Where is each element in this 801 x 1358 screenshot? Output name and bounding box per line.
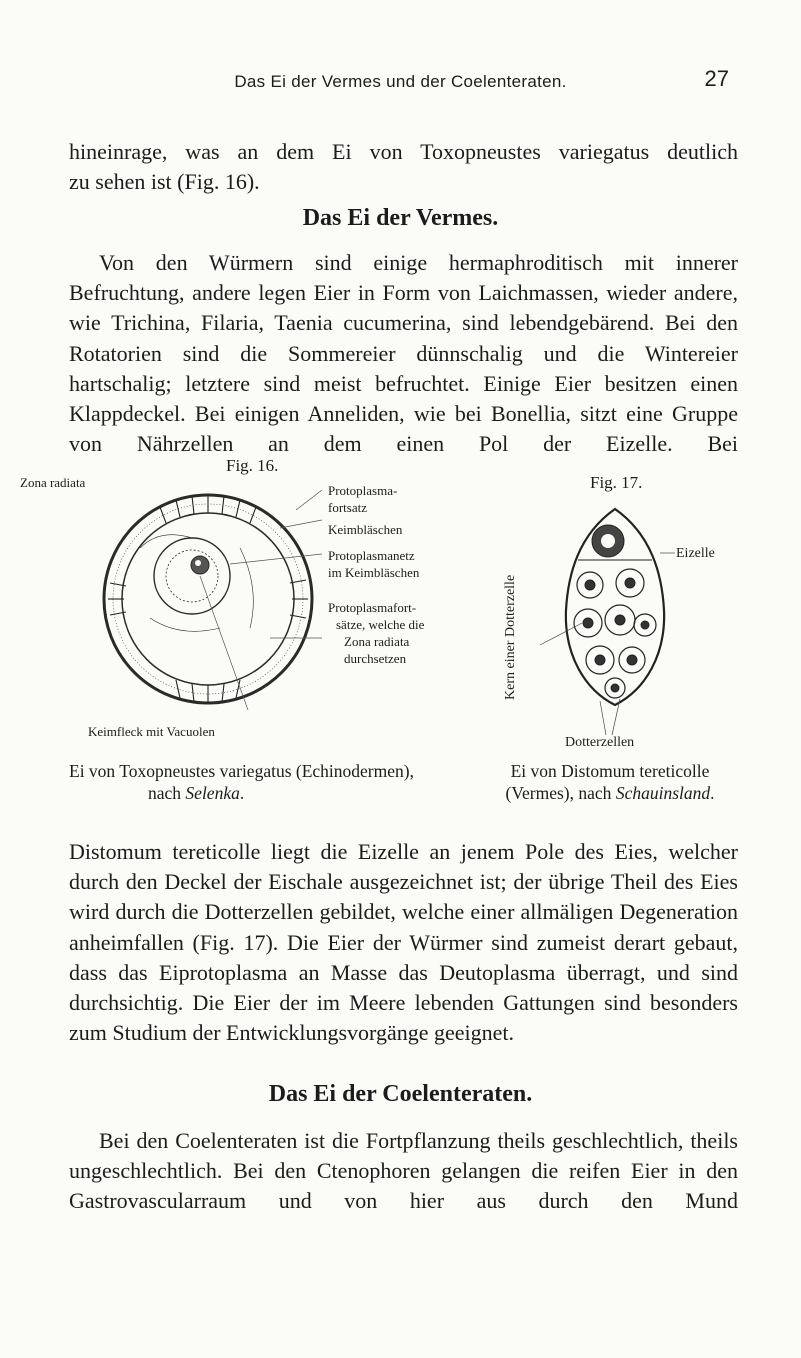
label-protoplasma-fortsatz: Protoplasma- fortsatz: [328, 483, 398, 515]
page-header: [0, 66, 801, 104]
page-number: 27: [704, 66, 729, 91]
label-dotterzellen: Dotterzellen: [565, 735, 635, 750]
intro-line: zu sehen ist (Fig. 16).: [69, 169, 260, 195]
label-protoplasmanetz: Protoplasmanetz im Keimbläschen: [328, 548, 420, 580]
label-zona-radiata: Zona radiata: [20, 475, 86, 490]
paragraph-text: Bei den Coelenteraten ist die Fortpflanzung theils geschlechtlich, theils ungeschlechtlich. Bei den Ctenophoren gelangen die reifen Eier in den Gastrovascularraum und von hier aus durch den Mund: [69, 1128, 738, 1214]
fig16-number: Fig. 16.: [226, 456, 279, 475]
coelenteraten-paragraph: [69, 1126, 738, 1217]
label-kern-dotterzelle: Kern einer Dotterzelle: [503, 574, 518, 700]
fig17-illustration: [560, 505, 670, 715]
section-heading-vermes: Das Ei der Vermes.: [302, 205, 499, 231]
label-protoplasmafortsaetze: Protoplasmafort- sätze, welche die Zona radiata durchsetzen: [328, 600, 425, 666]
label-keimblaeschen: Keimbläschen: [328, 522, 403, 537]
paragraph-text: Von den Würmern sind einige hermaphroditisch mit innerer Befruchtung, andere legen Eier in Form von Laichmassen, wieder andere, wie Trichina, Filaria, Taenia cucumerina, sind lebendgebärend. Bei den Rotatorien sind die Sommereier dünnschalig und die Wintereier hartschalig; letztere sind meist befruchtet. Einige Eier besitzen einen Klappdeckel. Bei einigen Anneliden, wie bei Bonellia, sitzt eine Gruppe von Nährzellen an dem einen Pol der Eizelle. Bei: [69, 250, 738, 457]
distomum-paragraph: [69, 837, 738, 1048]
intro-paragraph: [69, 137, 738, 197]
paragraph-text: Distomum tereticolle liegt die Eizelle an jenem Pole des Eies, welcher durch den Deckel der Eischale ausgezeichnet ist; der übrige Theil des Eies wird durch die Dotterzellen gebildet, welche einer allmäligen Degeneration anheimfallen (Fig. 17). Die Eier der Würmer sind zumeist derart gebaut, dass das Eiprotoplasma an Masse das Deutoplasma überragt, und sind durchsichtig. Die Eier der im Meere lebenden Gattungen sind besonders zum Studium der Entwicklungsvorgänge geeignet.: [69, 839, 738, 1046]
intro-line: hineinrage, was an dem Ei von Toxopneustes variegatus deutlich: [69, 139, 738, 164]
fig17-caption: Ei von Distomum tereticolle (Vermes), nach Schauinsland.: [505, 761, 715, 803]
vermes-paragraph: [69, 248, 738, 459]
fig16-illustration: [100, 488, 320, 710]
running-title: Das Ei der Vermes und der Coelenteraten.: [234, 72, 567, 91]
fig16-caption: Ei von Toxopneustes variegatus (Echinodermen), nach Selenka.: [69, 761, 414, 803]
label-keimfleck: Keimfleck mit Vacuolen: [88, 724, 215, 739]
label-eizelle: Eizelle: [676, 546, 715, 561]
fig17-number: Fig. 17.: [590, 473, 643, 492]
section-heading-coelenteraten: Das Ei der Coelenteraten.: [268, 1081, 533, 1107]
